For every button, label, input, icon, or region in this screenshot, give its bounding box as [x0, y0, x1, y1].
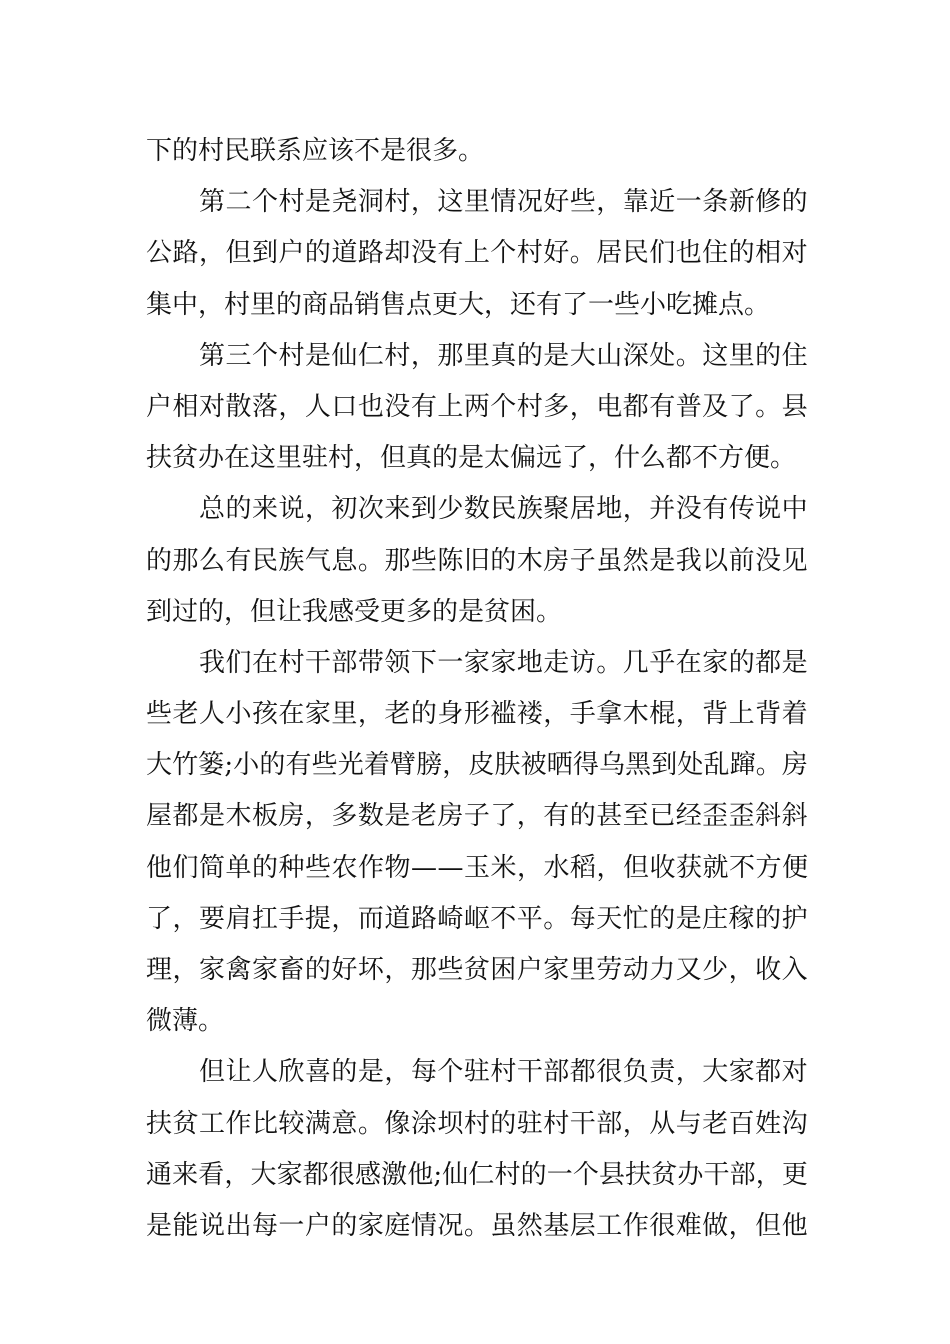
text-line: 是 能 说 出 每 一 户 的 家 庭 情 况 。 虽 然 基 层 工 作 很 难 做 ， 但 他	[146, 1210, 808, 1241]
text-line: 扶贫办在这里驻村，但真的是太偏远了，什么都不方便。	[146, 443, 797, 474]
text-line: 屋 都 是 木 板 房 ， 多 数 是 老 房 子 了 ， 有 的 甚 至 已 经 歪 歪 斜 斜	[146, 801, 808, 832]
text-line: 的 那 么 有 民 族 气 息 。 那 些 陈 旧 的 木 房 子 虽 然 是 我 以 前 没 见	[146, 545, 808, 576]
text-line: 通 来 看 ， 大 家 都 很 感 激 他 ; 仙 仁 村 的 一 个 县 扶 贫 办 干 部 ， 更	[146, 1159, 808, 1190]
text-line: 集中，村里的商品销售点更大，还有了一些小吃摊点。	[146, 289, 771, 320]
text-line: 了 ， 要 肩 扛 手 提 ， 而 道 路 崎 岖 不 平 。 每 天 忙 的 是 庄 稼 的 护	[146, 903, 808, 934]
text-line: 户 相 对 散 落 ， 人 口 也 没 有 上 两 个 村 多 ， 电 都 有 普 及 了 。 县	[146, 391, 808, 422]
text-line: 公 路 ， 但 到 户 的 道 路 却 没 有 上 个 村 好 。 居 民 们 也 住 的 相 对	[146, 238, 808, 269]
text-line: 理 ， 家 禽 家 畜 的 好 坏 ， 那 些 贫 困 户 家 里 劳 动 力 又 少 ， 收 入	[146, 955, 808, 985]
text-line: 第 三 个 村 是 仙 仁 村 ， 那 里 真 的 是 大 山 深 处 。 这 里 的 住	[199, 340, 808, 371]
document-body	[146, 126, 808, 1252]
text-line: 第 二 个 村 是 尧 洞 村 ， 这 里 情 况 好 些 ， 靠 近 一 条 新 修 的	[199, 187, 808, 218]
text-line: 到过的，但让我感受更多的是贫困。	[146, 596, 563, 627]
text-line: 大 竹 篓 ; 小 的 有 些 光 着 臂 膀 ， 皮 肤 被 晒 得 乌 黑 到 处 乱 蹿 。 房	[146, 750, 808, 781]
text-line: 我 们 在 村 干 部 带 领 下 一 家 家 地 走 访 。 几 乎 在 家 的 都 是	[199, 647, 808, 678]
text-line: 扶 贫 工 作 比 较 满 意 。 像 涂 坝 村 的 驻 村 干 部 ， 从 与 老 百 姓 沟	[146, 1108, 808, 1139]
text-line: 但 让 人 欣 喜 的 是 ， 每 个 驻 村 干 部 都 很 负 责 ， 大 家 都 对	[199, 1057, 808, 1088]
text-line: 些 老 人 小 孩 在 家 里 ， 老 的 身 形 褴 褛 ， 手 拿 木 棍 ， 背 上 背 着	[146, 699, 808, 730]
text-line: 他 们 简 单 的 种 些 农 作 物 — — 玉 米 ， 水 稻 ， 但 收 获 就 不 方 便	[146, 852, 808, 883]
text-line: 微薄。	[146, 1006, 225, 1037]
text-line: 下的村民联系应该不是很多。	[146, 136, 485, 166]
text-line: 总 的 来 说 ， 初 次 来 到 少 数 民 族 聚 居 地 ， 并 没 有 传 说 中	[199, 494, 808, 525]
